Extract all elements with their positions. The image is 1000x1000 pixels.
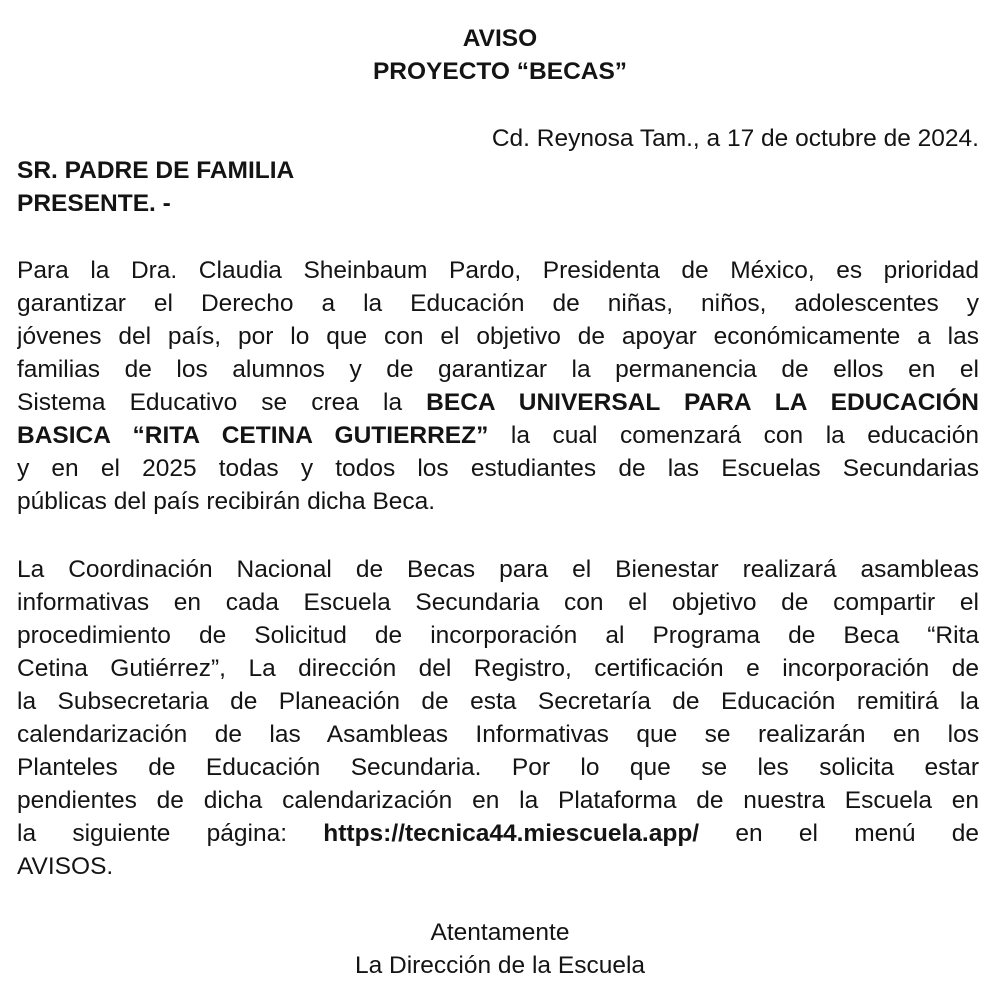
paragraph-line: familias de los alumnos y de garantizar la permanencia de ellos en el bbox=[17, 356, 979, 383]
paragraph-line: informativas en cada Escuela Secundaria con el objetivo de compartir el bbox=[17, 589, 979, 616]
paragraph-line: La Coordinación Nacional de Becas para el Bienestar realizará asambleas bbox=[17, 556, 979, 583]
place-date: Cd. Reynosa Tam., a 17 de octubre de 2024. bbox=[491, 125, 979, 152]
recipient-line-2: PRESENTE. - bbox=[17, 190, 171, 217]
notice-subtitle: PROYECTO “BECAS” bbox=[372, 58, 628, 85]
notice-title: AVISO bbox=[462, 25, 538, 52]
paragraph-line: jóvenes del país, por lo que con el objetivo de apoyar económicamente a las bbox=[17, 323, 979, 350]
closing-salutation: Atentamente bbox=[430, 919, 570, 946]
text-segment: la cual comenzará con la educación bbox=[488, 422, 979, 449]
closing-signature: La Dirección de la Escuela bbox=[354, 952, 646, 979]
text-segment: en el menú de bbox=[699, 820, 979, 847]
paragraph-line: públicas del país recibirán dicha Beca. bbox=[17, 488, 436, 515]
paragraph-line: y en el 2025 todas y todos los estudiantes de las Escuelas Secundarias bbox=[17, 455, 979, 482]
paragraph-line: AVISOS. bbox=[17, 853, 114, 880]
paragraph-line: calendarización de las Asambleas Informativas que se realizarán en los bbox=[17, 721, 979, 748]
school-platform-link[interactable]: https://tecnica44.miescuela.app/ bbox=[323, 820, 700, 847]
scholarship-name-bold: BECA UNIVERSAL PARA LA EDUCACIÓN bbox=[426, 389, 979, 416]
text-segment: la siguiente página: bbox=[17, 820, 324, 847]
paragraph-line: la Subsecretaria de Planeación de esta Secretaría de Educación remitirá la bbox=[17, 688, 979, 715]
paragraph-line: Cetina Gutiérrez”, La dirección del Registro, certificación e incorporación de bbox=[17, 655, 979, 682]
paragraph-line: Para la Dra. Claudia Sheinbaum Pardo, Presidenta de México, es prioridad bbox=[17, 257, 979, 284]
paragraph-line bbox=[17, 421, 979, 451]
paragraph-line: Planteles de Educación Secundaria. Por lo que se les solicita estar bbox=[17, 754, 979, 781]
paragraph-line: garantizar el Derecho a la Educación de niñas, niños, adolescentes y bbox=[17, 290, 979, 317]
text-segment: Sistema Educativo se crea la bbox=[17, 389, 427, 416]
paragraph-line bbox=[17, 819, 979, 849]
paragraph-line: procedimiento de Solicitud de incorporación al Programa de Beca “Rita bbox=[17, 622, 979, 649]
recipient-line-1: SR. PADRE DE FAMILIA bbox=[17, 157, 295, 184]
paragraph-line: pendientes de dicha calendarización en la Plataforma de nuestra Escuela en bbox=[17, 787, 979, 814]
paragraph-line bbox=[17, 388, 979, 418]
scholarship-name-bold: BASICA “RITA CETINA GUTIERREZ” bbox=[17, 422, 489, 449]
